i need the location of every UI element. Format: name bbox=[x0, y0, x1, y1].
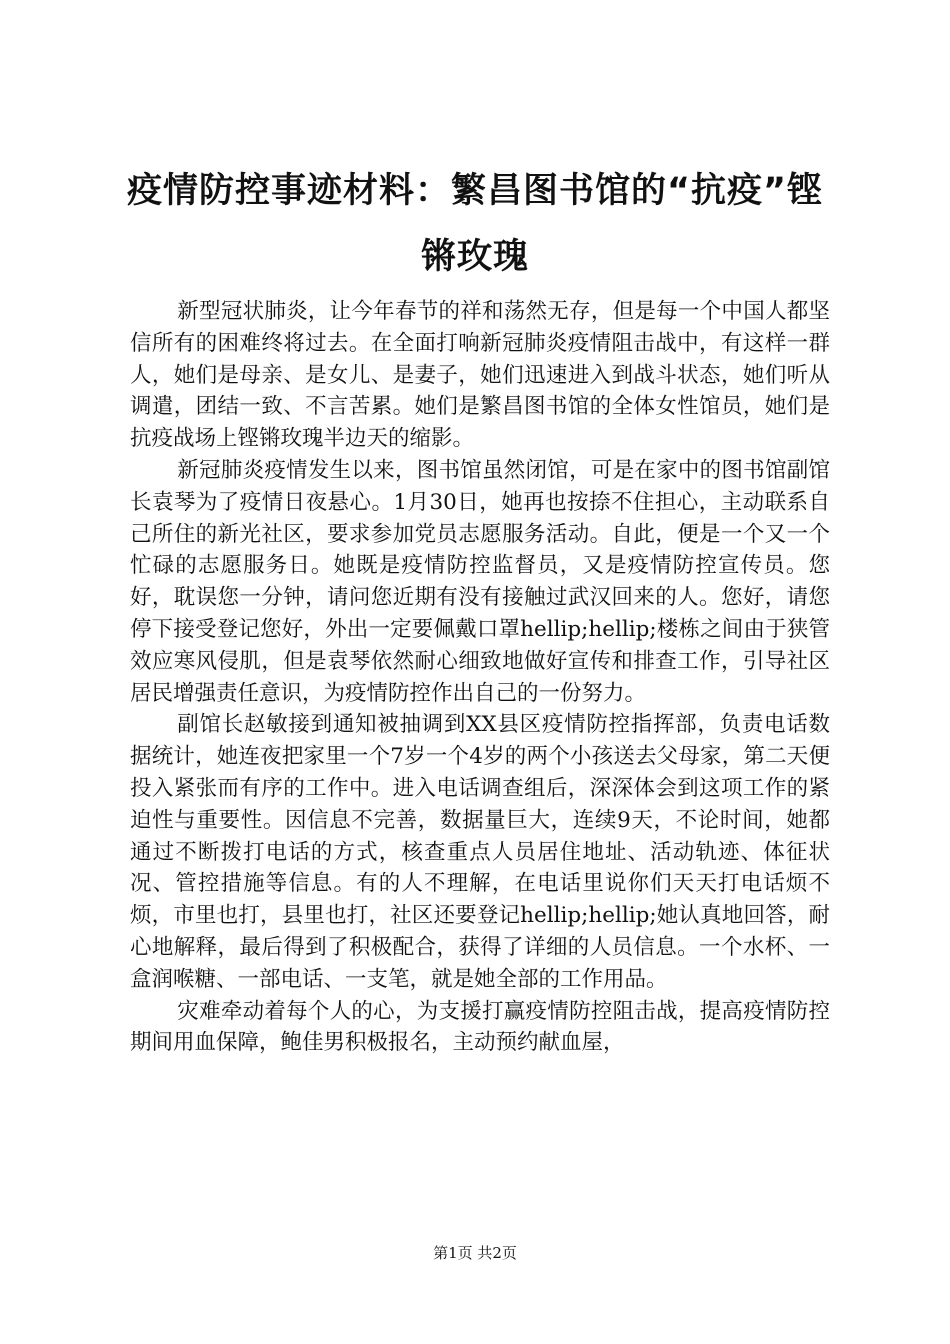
paragraph: 新型冠状肺炎，让今年春节的祥和荡然无存，但是每一个中国人都坚信所有的困难终将过去。在全面打响新冠肺炎疫情阻击战中，有这样一群人，她们是母亲、是女儿、是妻子，她们迅速进入到战斗状态，她们听从调遣，团结一致、不言苦累。她们是繁昌图书馆的全体女性馆员，她们是抗疫战场上铿锵玫瑰半边天的缩影。 bbox=[130, 299, 830, 452]
paragraph: 副馆长赵敏接到通知被抽调到XX县区疫情防控指挥部，负责电话数据统计，她连夜把家里一个7岁一个4岁的两个小孩送去父母家，第二天便投入紧张而有序的工作中。进入电话调查组后，深深体会到这项工作的紧迫性与重要性。因信息不完善，数据量巨大，连续9天，不论时间，她都通过不断拨打电话的方式，核查重点人员居住地址、活动轨迹、体征状况、管控措施等信息。有的人不理解，在电话里说你们天天打电话烦不烦，市里也打，县里也打，社区还要登记hellip;hellip;她认真地回答，耐心地解释，最后得到了积极配合，获得了详细的人员信息。一个水杯、一盒润喉糖、一部电话、一支笔，就是她全部的工作用品。 bbox=[130, 712, 830, 992]
document-body bbox=[130, 296, 830, 1059]
page-footer: 第1页 共2页 bbox=[433, 1244, 517, 1262]
paragraph: 新冠肺炎疫情发生以来，图书馆虽然闭馆，可是在家中的图书馆副馆长袁琴为了疫情日夜悬心。1月30日，她再也按捺不住担心，主动联系自己所住的新光社区，要求参加党员志愿服务活动。自此，便是一个又一个忙碌的志愿服务日。她既是疫情防控监督员，又是疫情防控宣传员。您好，耽误您一分钟，请问您近期有没有接触过武汉回来的人。您好，请您停下接受登记您好，外出一定要佩戴口罩hellip;hellip;楼栋之间由于狭管效应寒风侵肌，但是袁琴依然耐心细致地做好宣传和排查工作，引导社区居民增强责任意识，为疫情防控作出自己的一份努力。 bbox=[130, 457, 830, 706]
document-title: 疫情防控事迹材料：繁昌图书馆的“抗疫”铿锵玫瑰 bbox=[126, 171, 823, 277]
paragraph: 灾难牵动着每个人的心，为支援打赢疫情防控阻击战，提高疫情防控期间用血保障，鲍佳男积极报名，主动预约献血屋， bbox=[130, 998, 830, 1056]
